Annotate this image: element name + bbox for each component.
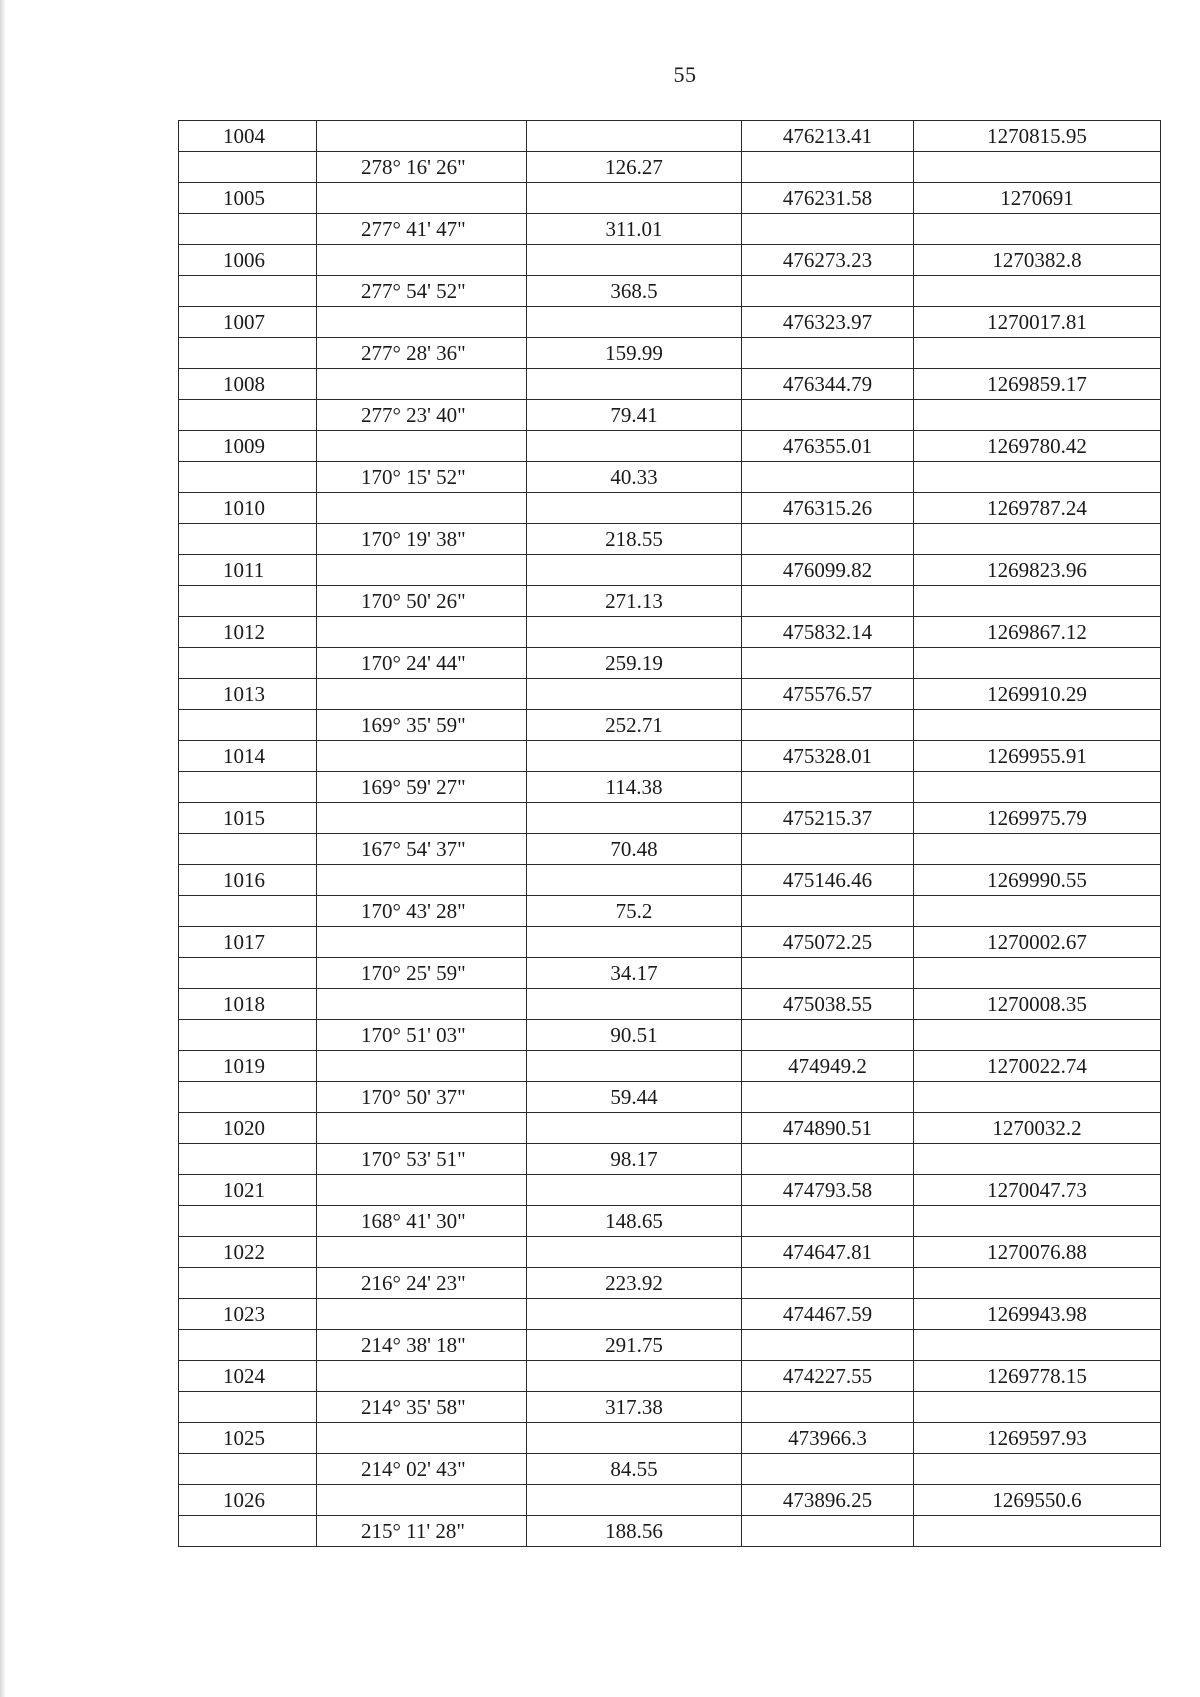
empty-cell [179,772,317,803]
x-coordinate-cell: 474647.81 [742,1237,914,1268]
distance-cell: 223.92 [527,1268,742,1299]
empty-cell [527,183,742,214]
empty-cell [317,865,527,896]
empty-cell [527,679,742,710]
empty-cell [527,555,742,586]
distance-cell: 98.17 [527,1144,742,1175]
empty-cell [914,834,1161,865]
point-row [179,493,1161,524]
bearing-cell: 168° 41' 30" [317,1206,527,1237]
empty-cell [914,958,1161,989]
point-row [179,369,1161,400]
empty-cell [742,1516,914,1547]
x-coordinate-cell: 476231.58 [742,183,914,214]
empty-cell [317,1485,527,1516]
x-coordinate-cell: 476344.79 [742,369,914,400]
y-coordinate-cell: 1270047.73 [914,1175,1161,1206]
bearing-cell: 170° 25' 59" [317,958,527,989]
point-id-cell: 1023 [179,1299,317,1330]
distance-cell: 79.41 [527,400,742,431]
empty-cell [914,338,1161,369]
empty-cell [914,1144,1161,1175]
empty-cell [742,1268,914,1299]
empty-cell [179,1268,317,1299]
point-row [179,1485,1161,1516]
empty-cell [317,927,527,958]
point-id-cell: 1025 [179,1423,317,1454]
y-coordinate-cell: 1269597.93 [914,1423,1161,1454]
y-coordinate-cell: 1270382.8 [914,245,1161,276]
x-coordinate-cell: 476355.01 [742,431,914,462]
bearing-cell: 170° 50' 37" [317,1082,527,1113]
point-id-cell: 1026 [179,1485,317,1516]
empty-cell [317,1299,527,1330]
point-row [179,1361,1161,1392]
segment-row [179,834,1161,865]
empty-cell [742,152,914,183]
empty-cell [179,1330,317,1361]
bearing-cell: 214° 35' 58" [317,1392,527,1423]
distance-cell: 311.01 [527,214,742,245]
y-coordinate-cell: 1269910.29 [914,679,1161,710]
segment-row [179,586,1161,617]
point-row [179,1423,1161,1454]
segment-row [179,1392,1161,1423]
segment-row [179,772,1161,803]
x-coordinate-cell: 473896.25 [742,1485,914,1516]
point-row [179,555,1161,586]
segment-row [179,710,1161,741]
empty-cell [527,245,742,276]
point-id-cell: 1004 [179,121,317,152]
point-row [179,245,1161,276]
y-coordinate-cell: 1270815.95 [914,121,1161,152]
distance-cell: 188.56 [527,1516,742,1547]
empty-cell [914,152,1161,183]
empty-cell [179,710,317,741]
empty-cell [914,1082,1161,1113]
point-id-cell: 1022 [179,1237,317,1268]
bearing-cell: 170° 51' 03" [317,1020,527,1051]
empty-cell [527,1113,742,1144]
empty-cell [742,338,914,369]
empty-cell [179,338,317,369]
empty-cell [742,958,914,989]
x-coordinate-cell: 475215.37 [742,803,914,834]
segment-row [179,1454,1161,1485]
empty-cell [179,152,317,183]
empty-cell [742,710,914,741]
point-id-cell: 1006 [179,245,317,276]
scan-edge [0,0,6,1697]
y-coordinate-cell: 1269778.15 [914,1361,1161,1392]
y-coordinate-cell: 1269780.42 [914,431,1161,462]
y-coordinate-cell: 1269955.91 [914,741,1161,772]
empty-cell [179,214,317,245]
empty-cell [179,834,317,865]
point-row [179,431,1161,462]
point-id-cell: 1015 [179,803,317,834]
empty-cell [317,989,527,1020]
empty-cell [914,1454,1161,1485]
empty-cell [742,524,914,555]
empty-cell [317,1361,527,1392]
bearing-cell: 169° 59' 27" [317,772,527,803]
empty-cell [317,679,527,710]
x-coordinate-cell: 475146.46 [742,865,914,896]
empty-cell [914,462,1161,493]
empty-cell [914,1330,1161,1361]
distance-cell: 368.5 [527,276,742,307]
point-id-cell: 1012 [179,617,317,648]
segment-row [179,214,1161,245]
x-coordinate-cell: 476323.97 [742,307,914,338]
distance-cell: 59.44 [527,1082,742,1113]
empty-cell [914,524,1161,555]
distance-cell: 252.71 [527,710,742,741]
y-coordinate-cell: 1270002.67 [914,927,1161,958]
point-id-cell: 1008 [179,369,317,400]
x-coordinate-cell: 476315.26 [742,493,914,524]
empty-cell [914,896,1161,927]
segment-row [179,1082,1161,1113]
x-coordinate-cell: 474227.55 [742,1361,914,1392]
empty-cell [527,1175,742,1206]
empty-cell [742,896,914,927]
segment-row [179,1330,1161,1361]
empty-cell [317,617,527,648]
empty-cell [914,1020,1161,1051]
empty-cell [527,493,742,524]
empty-cell [527,307,742,338]
distance-cell: 126.27 [527,152,742,183]
x-coordinate-cell: 475576.57 [742,679,914,710]
bearing-cell: 170° 43' 28" [317,896,527,927]
y-coordinate-cell: 1269823.96 [914,555,1161,586]
distance-cell: 271.13 [527,586,742,617]
y-coordinate-cell: 1270017.81 [914,307,1161,338]
y-coordinate-cell: 1269550.6 [914,1485,1161,1516]
empty-cell [914,586,1161,617]
empty-cell [742,772,914,803]
y-coordinate-cell: 1269859.17 [914,369,1161,400]
x-coordinate-cell: 475038.55 [742,989,914,1020]
y-coordinate-cell: 1269975.79 [914,803,1161,834]
empty-cell [742,1082,914,1113]
x-coordinate-cell: 476099.82 [742,555,914,586]
point-id-cell: 1020 [179,1113,317,1144]
segment-row [179,524,1161,555]
y-coordinate-cell: 1269943.98 [914,1299,1161,1330]
point-id-cell: 1013 [179,679,317,710]
segment-row [179,958,1161,989]
empty-cell [914,1392,1161,1423]
empty-cell [179,1144,317,1175]
empty-cell [742,1020,914,1051]
empty-cell [742,1206,914,1237]
point-row [179,1299,1161,1330]
segment-row [179,152,1161,183]
empty-cell [527,1237,742,1268]
point-row [179,1051,1161,1082]
empty-cell [317,307,527,338]
empty-cell [742,462,914,493]
empty-cell [317,1237,527,1268]
bearing-cell: 214° 02' 43" [317,1454,527,1485]
bearing-cell: 169° 35' 59" [317,710,527,741]
bearing-cell: 277° 41' 47" [317,214,527,245]
bearing-cell: 277° 54' 52" [317,276,527,307]
point-row [179,741,1161,772]
point-id-cell: 1019 [179,1051,317,1082]
y-coordinate-cell: 1269867.12 [914,617,1161,648]
segment-row [179,896,1161,927]
segment-row [179,1516,1161,1547]
bearing-cell: 214° 38' 18" [317,1330,527,1361]
bearing-cell: 170° 15' 52" [317,462,527,493]
empty-cell [742,1144,914,1175]
point-row [179,307,1161,338]
point-id-cell: 1009 [179,431,317,462]
empty-cell [179,1454,317,1485]
empty-cell [914,1206,1161,1237]
empty-cell [179,462,317,493]
page-number: 55 [673,62,697,87]
empty-cell [317,121,527,152]
point-row [179,183,1161,214]
bearing-cell: 170° 50' 26" [317,586,527,617]
empty-cell [179,586,317,617]
bearing-cell: 215° 11' 28" [317,1516,527,1547]
point-row [179,803,1161,834]
distance-cell: 114.38 [527,772,742,803]
empty-cell [179,1020,317,1051]
segment-row [179,338,1161,369]
y-coordinate-cell: 1270032.2 [914,1113,1161,1144]
distance-cell: 34.17 [527,958,742,989]
empty-cell [317,1113,527,1144]
empty-cell [914,772,1161,803]
empty-cell [914,214,1161,245]
empty-cell [914,1268,1161,1299]
x-coordinate-cell: 474890.51 [742,1113,914,1144]
point-id-cell: 1005 [179,183,317,214]
distance-cell: 75.2 [527,896,742,927]
point-id-cell: 1011 [179,555,317,586]
empty-cell [317,183,527,214]
empty-cell [317,741,527,772]
empty-cell [527,1051,742,1082]
y-coordinate-cell: 1270008.35 [914,989,1161,1020]
empty-cell [317,1423,527,1454]
bearing-cell: 277° 28' 36" [317,338,527,369]
distance-cell: 84.55 [527,1454,742,1485]
empty-cell [742,400,914,431]
y-coordinate-cell: 1269787.24 [914,493,1161,524]
empty-cell [742,1330,914,1361]
point-id-cell: 1024 [179,1361,317,1392]
empty-cell [527,369,742,400]
y-coordinate-cell: 1269990.55 [914,865,1161,896]
empty-cell [179,648,317,679]
empty-cell [527,1299,742,1330]
segment-row [179,400,1161,431]
empty-cell [179,1516,317,1547]
empty-cell [179,1082,317,1113]
point-id-cell: 1021 [179,1175,317,1206]
coordinate-table-body [179,121,1161,1547]
x-coordinate-cell: 474793.58 [742,1175,914,1206]
distance-cell: 90.51 [527,1020,742,1051]
empty-cell [317,555,527,586]
empty-cell [742,834,914,865]
empty-cell [317,493,527,524]
point-id-cell: 1016 [179,865,317,896]
distance-cell: 291.75 [527,1330,742,1361]
x-coordinate-cell: 476273.23 [742,245,914,276]
empty-cell [527,1361,742,1392]
point-row [179,1237,1161,1268]
bearing-cell: 167° 54' 37" [317,834,527,865]
empty-cell [742,1454,914,1485]
empty-cell [179,1206,317,1237]
point-id-cell: 1007 [179,307,317,338]
distance-cell: 218.55 [527,524,742,555]
bearing-cell: 170° 53' 51" [317,1144,527,1175]
segment-row [179,1268,1161,1299]
empty-cell [914,276,1161,307]
segment-row [179,1020,1161,1051]
point-row [179,1113,1161,1144]
empty-cell [914,648,1161,679]
empty-cell [317,1051,527,1082]
empty-cell [742,586,914,617]
bearing-cell: 170° 24' 44" [317,648,527,679]
point-row [179,617,1161,648]
empty-cell [179,524,317,555]
x-coordinate-cell: 476213.41 [742,121,914,152]
empty-cell [317,245,527,276]
empty-cell [527,121,742,152]
segment-row [179,462,1161,493]
empty-cell [914,1516,1161,1547]
point-row [179,679,1161,710]
empty-cell [527,431,742,462]
point-row [179,1175,1161,1206]
bearing-cell: 170° 19' 38" [317,524,527,555]
point-id-cell: 1017 [179,927,317,958]
x-coordinate-cell: 475072.25 [742,927,914,958]
bearing-cell: 277° 23' 40" [317,400,527,431]
empty-cell [742,276,914,307]
segment-row [179,276,1161,307]
y-coordinate-cell: 1270076.88 [914,1237,1161,1268]
coordinate-table [178,120,1161,1547]
empty-cell [914,400,1161,431]
empty-cell [317,1175,527,1206]
point-row [179,121,1161,152]
x-coordinate-cell: 475832.14 [742,617,914,648]
point-row [179,927,1161,958]
point-id-cell: 1018 [179,989,317,1020]
empty-cell [527,927,742,958]
empty-cell [742,214,914,245]
empty-cell [527,741,742,772]
bearing-cell: 216° 24' 23" [317,1268,527,1299]
empty-cell [742,648,914,679]
x-coordinate-cell: 474949.2 [742,1051,914,1082]
distance-cell: 159.99 [527,338,742,369]
empty-cell [179,958,317,989]
segment-row [179,648,1161,679]
x-coordinate-cell: 475328.01 [742,741,914,772]
point-id-cell: 1010 [179,493,317,524]
segment-row [179,1206,1161,1237]
empty-cell [179,1392,317,1423]
distance-cell: 259.19 [527,648,742,679]
empty-cell [527,617,742,648]
empty-cell [179,896,317,927]
empty-cell [317,431,527,462]
y-coordinate-cell: 1270022.74 [914,1051,1161,1082]
y-coordinate-cell: 1270691 [914,183,1161,214]
x-coordinate-cell: 474467.59 [742,1299,914,1330]
empty-cell [527,803,742,834]
empty-cell [317,803,527,834]
empty-cell [742,1392,914,1423]
empty-cell [527,1485,742,1516]
distance-cell: 148.65 [527,1206,742,1237]
point-row [179,989,1161,1020]
distance-cell: 40.33 [527,462,742,493]
empty-cell [317,369,527,400]
segment-row [179,1144,1161,1175]
empty-cell [527,989,742,1020]
empty-cell [527,1423,742,1454]
distance-cell: 317.38 [527,1392,742,1423]
empty-cell [527,865,742,896]
empty-cell [179,400,317,431]
bearing-cell: 278° 16' 26" [317,152,527,183]
x-coordinate-cell: 473966.3 [742,1423,914,1454]
empty-cell [179,276,317,307]
distance-cell: 70.48 [527,834,742,865]
point-row [179,865,1161,896]
empty-cell [914,710,1161,741]
point-id-cell: 1014 [179,741,317,772]
